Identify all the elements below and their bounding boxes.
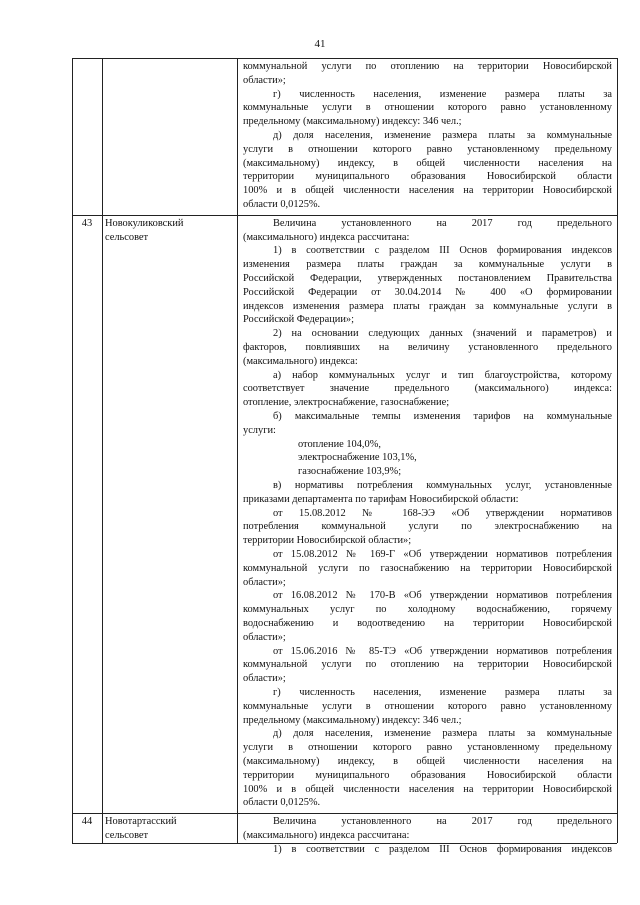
description-line: соответствует значение предельного (максимального) индекса: (243, 383, 612, 395)
row-number: 44 (81, 816, 93, 828)
page-number: 41 (314, 38, 326, 50)
description-line: факторов, повлиявших на величину установленного предельного (243, 342, 612, 353)
description-line: услуги в отношении которого равно установленному предельному (243, 742, 612, 754)
description-line: коммунальные услуги в отношении которого равно установленному (243, 700, 612, 712)
description-line: от 15.08.2012 № 168-ЭЭ «Об утверждении нормативов (273, 507, 612, 519)
description-line: предельному (максимальному) индексу: 346 чел.; (243, 116, 462, 128)
description-line: г) численность населения, изменение размера платы за (273, 687, 612, 698)
description-line: (максимального) индекса рассчитана: (243, 231, 410, 243)
municipality-name: Новокуликовский (105, 217, 184, 229)
table-border-right (617, 58, 618, 843)
description-line: территории Новосибирской области»; (243, 535, 412, 547)
description-line: области 0,0125%. (243, 199, 321, 210)
description-line: коммунальной услуги по отоплению на территории Новосибирской (243, 61, 612, 72)
description-line: индексов изменения размера платы граждан за коммунальные услуги в (243, 300, 612, 312)
description-line: области»; (243, 576, 286, 588)
description-line: услуги: (243, 424, 276, 436)
table-border-top (72, 58, 617, 59)
municipality-name: сельсовет (105, 830, 149, 841)
description-line: от 15.06.2016 № 85-ТЭ «Об утверждении нормативов потребления (273, 645, 612, 657)
description-line: Российской Федерации, утвержденных постановлением Правительства (243, 273, 612, 284)
description-line: коммунальной услуги по отоплению на территории Новосибирской (243, 659, 612, 671)
description-line: приказами департамента по тарифам Новосибирской области: (243, 493, 519, 505)
description-line: а) набор коммунальных услуг и тип благоустройства, которому (273, 369, 612, 381)
description-line: водоснабжению и водоотведению на территории Новосибирской (243, 618, 612, 629)
description-line: от 15.08.2012 № 169-Г «Об утверждении нормативов потребления (273, 549, 612, 560)
description-line: отопление 104,0%, (298, 438, 381, 450)
row-number: 43 (81, 217, 93, 229)
description-line: отопление, электроснабжение, газоснабжение; (243, 397, 450, 409)
description-line: области»; (243, 631, 286, 643)
municipality-name: сельсовет (105, 231, 149, 243)
row-divider (72, 813, 617, 814)
description-line: коммунальных услуг по холодному водоснабжению, горячему (243, 604, 612, 616)
description-line: коммунальные услуги в отношении которого равно установленному (243, 102, 612, 114)
description-line: изменения размера платы граждан за коммунальные услуги в (243, 259, 612, 271)
description-line: территории муниципального образования Новосибирской области (243, 171, 612, 183)
description-line: б) максимальные темпы изменения тарифов на коммунальные (273, 411, 612, 422)
description-line: (максимального) индекса: (243, 355, 358, 367)
municipal-index-table (72, 58, 617, 855)
description-line: 2) на основании следующих данных (значений и параметров) и (273, 328, 612, 340)
column-divider-name (237, 58, 238, 843)
description-line: (максимальному) индексу, в общей численности населения на (243, 157, 612, 169)
description-line: электроснабжение 103,1%, (298, 452, 417, 464)
description-line: д) доля населения, изменение размера платы за коммунальные (273, 130, 612, 141)
description-line: услуги в отношении которого равно установленному предельному (243, 143, 612, 155)
description-line: от 16.08.2012 № 170-В «Об утверждении нормативов потребления (273, 590, 612, 602)
description-line: (максимального) индекса рассчитана: (243, 830, 410, 841)
description-line: (максимальному) индексу, в общей численности населения на (243, 756, 612, 767)
description-line: Российской Федерации от 30.04.2014 № 400 «О формировании (243, 286, 612, 298)
description-line: территории муниципального образования Новосибирской области (243, 769, 612, 781)
description-line: Российской Федерации»; (243, 314, 354, 326)
row-divider (72, 215, 617, 216)
description-line: Величина установленного на 2017 год предельного (273, 217, 612, 229)
description-line: потребления коммунальной услуги по электроснабжению на (243, 521, 612, 533)
municipality-name: Новотартасский (105, 816, 177, 828)
description-line: области»; (243, 74, 286, 86)
description-line: предельному (максимальному) индексу: 346 чел.; (243, 714, 462, 726)
description-line: в) нормативы потребления коммунальных услуг, установленные (273, 480, 612, 491)
table-border-left (72, 58, 73, 843)
description-line: 1) в соответствии с разделом III Основ формирования индексов (273, 843, 612, 855)
column-divider-number (102, 58, 103, 843)
description-line: области»; (243, 673, 286, 685)
description-line: газоснабжение 103,9%; (298, 466, 402, 478)
description-line: 100% и в общей численности населения на территории Новосибирской (243, 185, 612, 197)
description-line: Величина установленного на 2017 год предельного (273, 816, 612, 828)
description-line: коммунальной услуги по газоснабжению на территории Новосибирской (243, 562, 612, 574)
description-line: 1) в соответствии с разделом III Основ формирования индексов (273, 245, 612, 257)
description-line: 100% и в общей численности населения на территории Новосибирской (243, 783, 612, 795)
description-line: области 0,0125%. (243, 797, 321, 809)
description-line: д) доля населения, изменение размера платы за коммунальные (273, 728, 612, 740)
description-line: г) численность населения, изменение размера платы за (273, 88, 612, 100)
